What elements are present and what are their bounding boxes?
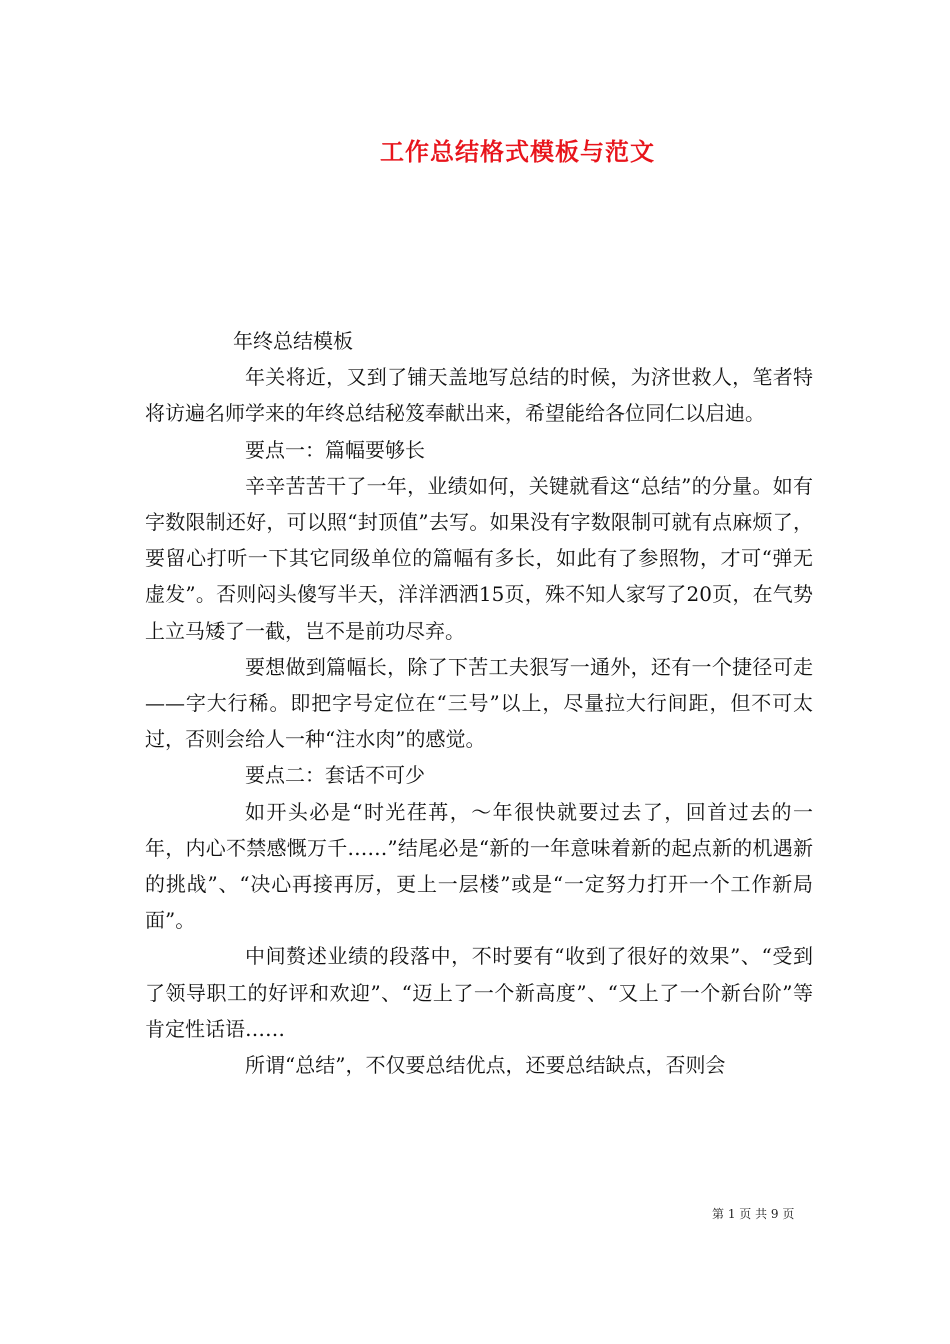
subheading: 要点二：套话不可少 — [245, 763, 425, 788]
document-body — [145, 323, 813, 1083]
subheading: 要点一：篇幅要够长 — [245, 437, 425, 462]
page-number: 第 1 页 共 9 页 — [712, 1207, 795, 1221]
section-title: 年终总结模板 — [233, 329, 353, 353]
document-title: 工作总结格式模板与范文 — [380, 137, 655, 166]
paragraph: 所谓“总结”，不仅要总结优点，还要总结缺点，否则会 — [245, 1053, 726, 1078]
paragraph: 要想做到篇幅长，除了下苦工夫狠写一通外，还有一个捷径可走——字大行稀。即把字号定位在“三号”以上，尽量拉大行间距，但不可太过，否则会给人一种“注水肉”的感觉。 — [145, 654, 813, 752]
paragraph: 中间赘述业绩的段落中，不时要有“收到了很好的效果”、“受到了领导职工的好评和欢迎”、“迈上了一个新高度”、“又上了一个新台阶”等肯定性话语…… — [145, 944, 813, 1041]
paragraph: 年关将近，又到了铺天盖地写总结的时候，为济世救人，笔者特将访遍名师学来的年终总结秘笈奉献出来，希望能给各位同仁以启迪。 — [145, 365, 813, 426]
paragraph: 如开头必是“时光荏苒，～年很快就要过去了，回首过去的一年，内心不禁感慨万千……”结尾必是“新的一年意味着新的起点新的机遇新的挑战”、“决心再接再厉，更上一层楼”或是“一定努力打开一个工作新局面”。 — [145, 799, 813, 933]
paragraph: 辛辛苦苦干了一年，业绩如何，关键就看这“总结”的分量。如有字数限制还好，可以照“封顶值”去写。如果没有字数限制可就有点麻烦了，要留心打听一下其它同级单位的篇幅有多长，如此有了参照物，才可“弹无虚发”。否则闷头傻写半天，洋洋洒洒15页，殊不知人家写了20页，在气势上立马矮了一截，岂不是前功尽弃。 — [145, 473, 813, 643]
